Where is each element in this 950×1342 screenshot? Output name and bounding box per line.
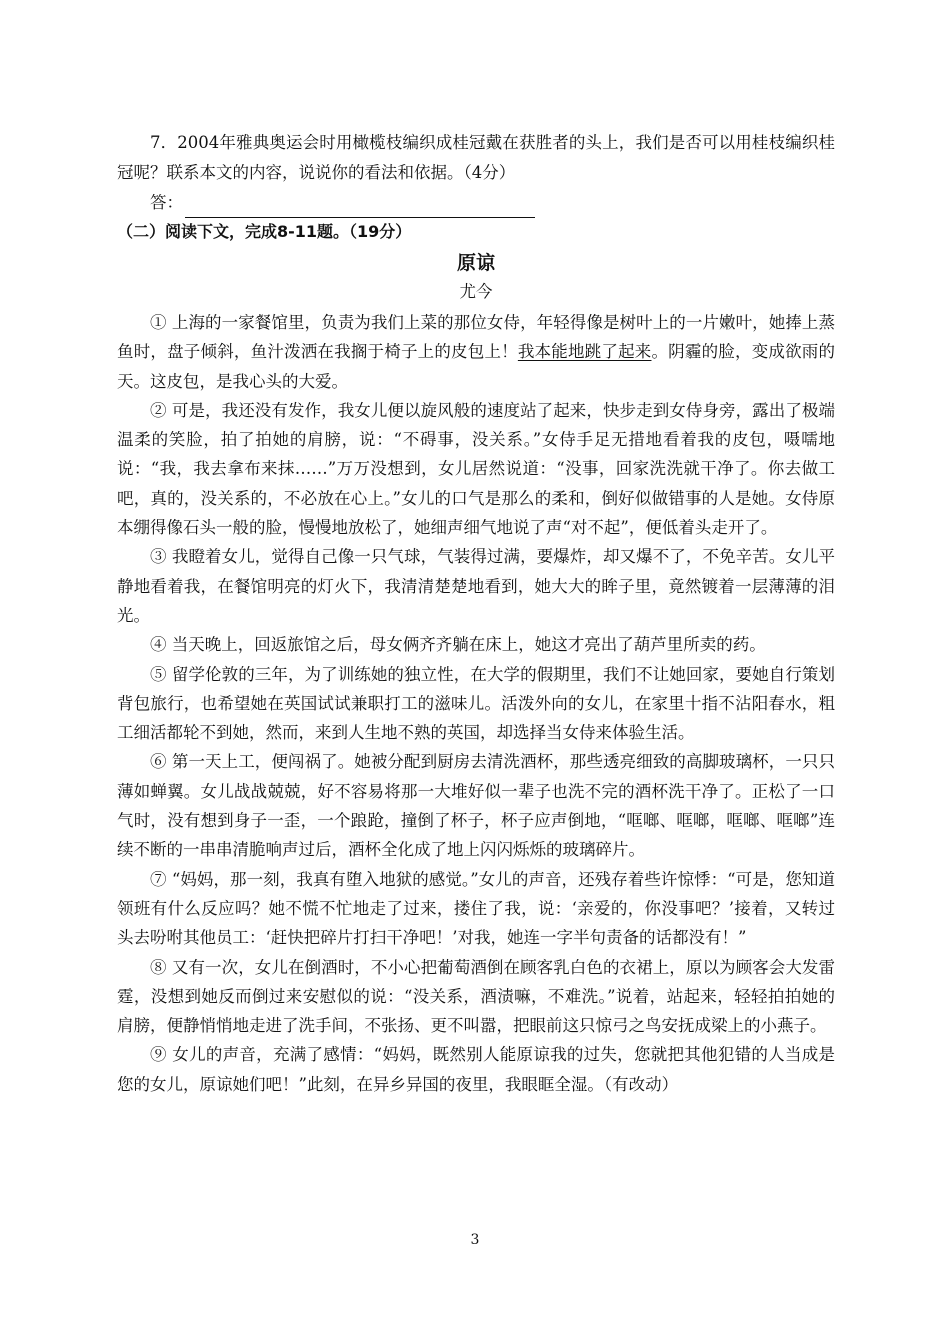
- paragraph-9: ⑨ 女儿的声音，充满了感情：“妈妈，既然别人能原谅我的过失，您就把其他犯错的人当成是您的女儿，原谅她们吧！”此刻，在异乡异国的夜里，我眼眶全湿。（有改动）: [117, 1045, 835, 1094]
- paragraph-1-before: ① 上海的一家餐馆里，负责为我们上菜的那位女侍，年轻得像是树叶上的一片嫩叶，她捧上蒸鱼时，盘子倾斜，鱼汁泼洒在我搁于椅子上的皮包上！: [117, 313, 835, 362]
- article-title: 原谅: [456, 252, 495, 274]
- paragraph-7: ⑦ “妈妈，那一刻，我真有堕入地狱的感觉。”女儿的声音，还残存着些许惊悸：“可是，您知道领班有什么反应吗？她不慌不忙地走了过来，搂住了我，说：‘亲爱的，你没事吧？’接着，又转过头去吩咐其他员工：‘赶快把碎片打扫干净吧！’对我，她连一字半句责备的话都没有！”: [117, 869, 835, 948]
- answer-row: [117, 188, 835, 218]
- paragraph-4: ④ 当天晚上，回返旅馆之后，母女俩齐齐躺在床上，她这才亮出了葫芦里所卖的药。: [150, 635, 766, 655]
- paragraph-2: ② 可是，我还没有发作，我女儿便以旋风般的速度站了起来，快步走到女侍身旁，露出了极端温柔的笑脸，拍了拍她的肩膀，说：“不碍事，没关系。”女侍手足无措地看着我的皮包，嗫嚅地说：“我，我去拿布来抹……”万万没想到，女儿居然说道：“没事，回家洗洗就干净了。你去做工吧，真的，没关系的，不必放在心上。”女儿的口气是那么的柔和，倒好似做错事的人是她。女侍原本绷得像石头一般的脸，慢慢地放松了，她细声细气地说了声“对不起”，便低着头走开了。: [117, 400, 835, 538]
- paragraph-8: ⑧ 又有一次，女儿在倒酒时，不小心把葡萄酒倒在顾客乳白色的衣裙上，原以为顾客会大发雷霆，没想到她反而倒过来安慰似的说：“没关系，酒渍嘛，不难洗。”说着，站起来，轻轻拍拍她的肩膀，便静悄悄地走进了洗手间，不张扬、更不叫嚣，把眼前这只惊弓之鸟安抚成梁上的小燕子。: [117, 957, 835, 1036]
- paragraph-6: ⑥ 第一天上工，便闯祸了。她被分配到厨房去清洗酒杯，那些透亮细致的高脚玻璃杯，一只只薄如蝉翼。女儿战战兢兢，好不容易将那一大堆好似一辈子也洗不完的酒杯洗干净了。正松了一口气时，没有想到身子一歪，一个踉跄，撞倒了杯子，杯子应声倒地，“哐啷、哐啷，哐啷、哐啷”连续不断的一串串清脆响声过后，酒杯全化成了地上闪闪烁烁的玻璃碎片。: [117, 752, 835, 860]
- answer-blank-line[interactable]: [185, 195, 535, 218]
- section-heading: （二）阅读下文，完成8-11题。（19分）: [117, 222, 412, 241]
- page-content: [117, 128, 835, 1099]
- page-number: 3: [470, 1232, 480, 1248]
- answer-label: 答：: [150, 193, 183, 212]
- paragraph-1-after: 。阴霾的脸，变成欲雨的天。这皮包，是我心头的大爱。: [117, 342, 836, 391]
- article-author: 尤今: [459, 282, 493, 301]
- question-7: 7．2004年雅典奥运会时用橄榄枝编织成桂冠戴在获胜者的头上，我们是否可以用桂枝编织桂冠呢？联系本文的内容，说说你的看法和依据。（4分）: [117, 133, 835, 182]
- paragraph-3: ③ 我瞪着女儿，觉得自己像一只气球，气装得过满，要爆炸，却又爆不了，不免辛苦。女儿平静地看着我，在餐馆明亮的灯火下，我清清楚楚地看到，她大大的眸子里，竟然镀着一层薄薄的泪光。: [117, 547, 835, 625]
- underlined-sentence: 我本能地跳了起来: [517, 342, 652, 362]
- paragraph-1: [117, 308, 835, 396]
- paragraph-5: ⑤ 留学伦敦的三年，为了训练她的独立性，在大学的假期里，我们不让她回家，要她自行策划背包旅行，也希望她在英国试试兼职打工的滋味儿。活泼外向的女儿，在家里十指不沾阳春水，粗工细活都轮不到她，然而，来到人生地不熟的英国，却选择当女侍来体验生活。: [117, 664, 835, 743]
